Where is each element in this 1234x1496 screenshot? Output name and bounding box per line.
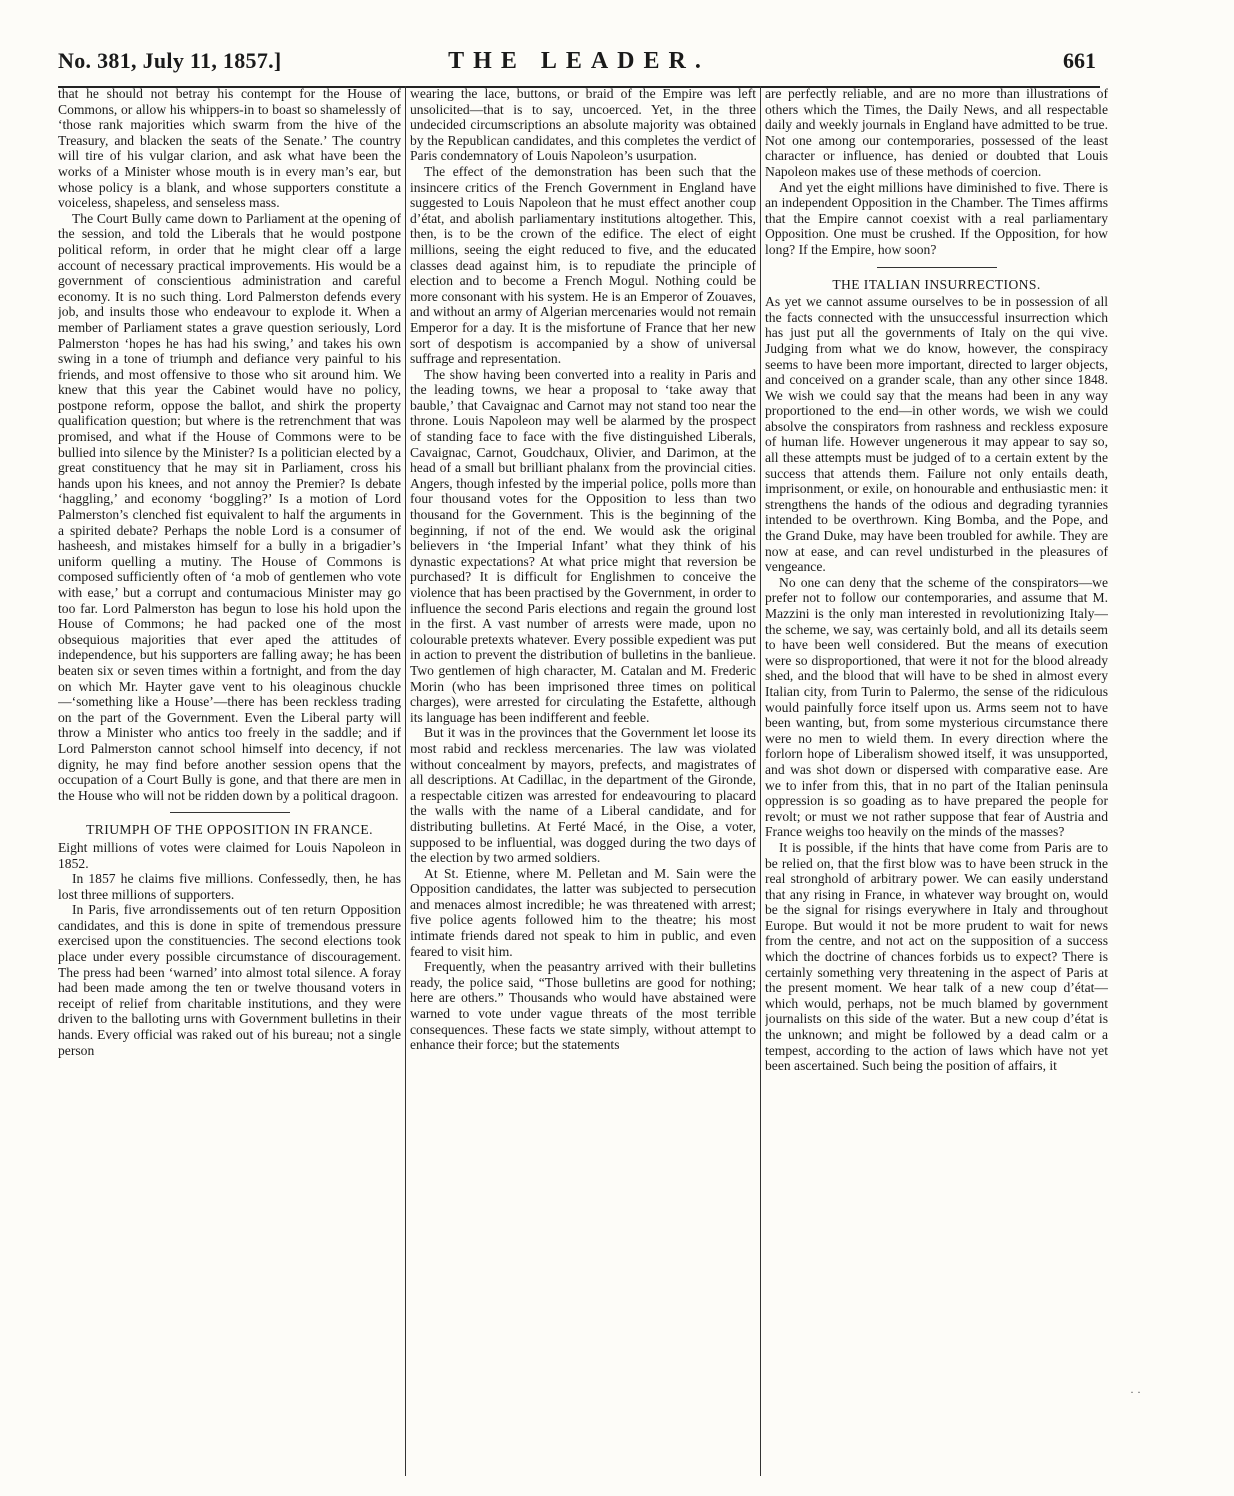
section-heading: TRIUMPH OF THE OPPOSITION IN FRANCE. (86, 822, 373, 838)
paragraph: No one can deny that the scheme of the conspirators—we prefer not to follow our contemporaries, and assume that M. Mazzini is the only man interested in revolutionizing Italy—the scheme, we say, was certainly bold, and all its details seem to have been well considered. But the means of execution were so disproportioned, that were it not for the blood already shed, and the blood that will have to be shed in almost every Italian city, from Turin to Palermo, the sense of the ridiculous would painfully force itself upon us. Arms seem not to have been wanting, but, from some mysterious circumstance there were no men to wield them. In every direction where the forlorn hope of Liberalism showed itself, it was unsupported, and was shot down or dispersed with comparative ease. Are we to infer from this, that in no part of the Italian peninsula oppression is so goading as to have prepared the people for revolt; or must we not rather suppose that fear of Austria and France weighs too heavily on the minds of the masses? (765, 574, 1108, 840)
section-heading: THE ITALIAN INSURRECTIONS. (832, 276, 1041, 292)
paragraph: In 1857 he claims five millions. Confessedly, then, he has lost three millions of supporters. (58, 871, 401, 902)
section-divider (170, 812, 290, 813)
newspaper-title: THE LEADER. (448, 48, 710, 74)
masthead (58, 46, 1100, 88)
paragraph: Eight millions of votes were claimed for Louis Napoleon in 1852. (58, 839, 401, 871)
column-rule (760, 86, 761, 1476)
paragraph: At St. Etienne, where M. Pelletan and M. Sain were the Opposition candidates, the latter was subjected to persecution and menaces almost incredible; he was threatened with arrest; five police agents followed him to the theatre; his most intimate friends dared not speak to him in public, and even feared to visit him. (410, 865, 756, 959)
paragraph: The Court Bully came down to Parliament at the opening of the session, and told the Liberals that he would postpone political reform, in order that he might clear off a large account of necessary practical improvements. His would be a government of conscientious administration and careful economy. It is no such thing. Lord Palmerston defends every job, and insults those who endeavour to explode it. When a member of Parliament states a grave question seriously, Lord Palmerston ‘hopes he has had his swing,’ and takes his own swing in a tone of triumph and defiance very painful to his friends, and most offensive to those who sit around him. We knew that this year the Cabinet would have no policy, postpone reform, oppose the ballot, and shirk the property qualification question; but where is the retrenchment that was promised, and what if the House of Commons were to be bullied into silence by the Minister? Is a politician elected by a great constituency that he may sit in Parliament, cross his hands upon his knees, and not annoy the Premier? Is debate ‘haggling,’ and economy ‘boggling?’ Is a motion of Lord Palmerston’s clenched fist equivalent to half the arguments in a spirited debate? Perhaps the noble Lord is a consumer of hasheesh, and mistakes himself for a bully in a brigadier’s uniform quelling a mutiny. The House of Commons is composed sufficiently often of ‘a mob of gentlemen who vote with ease,’ but a corrupt and contumacious Minister may go too far. Lord Palmerston has begun to lose his hold upon the House of Commons; he had packed one of the most obsequious majorities that ever aped the attitudes of independence, but his supporters are falling away; he has been beaten six or seven times within a fortnight, and from the day on which Mr. Hayter gave vent to his oleaginous chuckle—‘something like a House’—there has been reckless trading on the part of the Government. Even the Liberal party will throw a Minister who antics too freely in the saddle; and if Lord Palmerston cannot school himself into decency, if not dignity, he may find before another session opens that the occupation of a Court Bully is gone, and that there are men in the House who will not be ridden down by a political dragoon. (58, 210, 401, 803)
paragraph: In Paris, five arrondissements out of ten return Opposition candidates, and this is done in spite of tremendous pressure exercised upon the constituencies. The second elections took place under every possible circumstance of discouragement. The press had been ‘warned’ into almost total silence. A foray had been made among the ten or twelve thousand voters in receipt of relief from charitable institutions, and they were driven to the balloting urns with Government bulletins in their hands. Every official was raked out of his bureau; not a single person (58, 902, 401, 1058)
column-1 (58, 86, 401, 1476)
issue-line: No. 381, July 11, 1857.] (58, 48, 282, 73)
paragraph: But it was in the provinces that the Government let loose its most rabid and reckless mercenaries. The law was violated without concealment by mayors, prefects, and magistrates of all descriptions. At Cadillac, in the department of the Gironde, a respectable citizen was arrested for endeavouring to placard the walls with the name of a Liberal candidate, and for distributing bulletins. At Ferté Macé, in the Oise, a voter, supposed to be influential, was dogged during the two days of the election by two armed soldiers. (410, 725, 756, 866)
paragraph: As yet we cannot assume ourselves to be in possession of all the facts connected with the unsuccessful insurrection which has just put all the governments of Italy on the qui vive. Judging from what we do know, however, the conspiracy seems to have been more important, directed to larger objects, and conceived on a grander scale, than any other since 1848. We wish we could say that the means had been in any way proportioned to the end—in other words, we wish we could absolve the conspirators from rashness and reckless exposure of human life. However ungenerous it may appear to say so, all these attempts must be judged of to a certain extent by the success that attends them. Failure not only entails death, imprisonment, or exile, on honourable and enthusiastic men: it strengthens the hands of the odious and degrading tyrannies intended to be overthrown. King Bomba, and the Pope, and the Grand Duke, may have been troubled for awhile. They are now at ease, and can revel undisturbed in the pleasures of vengeance. (765, 294, 1108, 575)
paragraph: wearing the lace, buttons, or braid of the Empire was left unsolicited—that is to say, uncoerced. Yet, in the three undecided circumscriptions an absolute majority was obtained by the Republican candidates, and this completes the verdict of Paris condemnatory of Louis Napoleon’s usurpation. (410, 86, 756, 164)
paragraph: are perfectly reliable, and are no more than illustrations of others which the Times, the Daily News, and all respectable daily and weekly journals in England have admitted to be true. Not one among our contemporaries, possessed of the least character or influence, has denied or doubted that Louis Napoleon makes use of these methods of coercion. (765, 86, 1108, 179)
column-3 (765, 86, 1108, 1476)
page-number: 661 (1063, 48, 1096, 73)
section-divider (877, 267, 997, 268)
column-rule (405, 86, 406, 1476)
paragraph: And yet the eight millions have diminished to five. There is an independent Opposition in the Chamber. The Times affirms that the Empire cannot coexist with a real parliamentary Opposition. One must be crushed. If the Opposition, for how long? If the Empire, how soon? (765, 179, 1108, 257)
paragraph: The show having been converted into a reality in Paris and the leading towns, we hear a proposal to ‘take away that bauble,’ that Cavaignac and Carnot may not stand too near the throne. Louis Napoleon may well be alarmed by the prospect of standing face to face with the five distinguished Liberals, Cavaignac, Carnot, Goudchaux, Olivier, and Darimon, at the head of a small but brilliant phalanx from the provincial cities. Angers, though infested by the imperial police, polls more than four thousand votes for the Opposition to less than two thousand for the Government. This is the beginning of the beginning, if not of the end. We would ask the original believers in ‘the Imperial Infant’ what they think of his dynastic expectations? At what price might that reversion be purchased? It is difficult for Englishmen to conceive the violence that has been practised by the Government, in order to influence the second Paris elections and regain the ground lost in the first. A vast number of arrests were made, upon no colourable pretexts whatever. Every possible expedient was put in action to prevent the distribution of bulletins in the banlieue. Two gentlemen of high character, M. Catalan and M. Frederic Morin (who has been imprisoned three times on political charges), were arrested for circulating the Estafette, although its language has been indifferent and feeble. (410, 366, 756, 725)
paragraph: It is possible, if the hints that have come from Paris are to be relied on, that the first blow was to have been struck in the real stronghold of arbitrary power. We can easily understand that any rising in France, in whatever way brought on, would be the signal for risings everywhere in Italy and throughout Europe. But would it not be more prudent to wait for news from the centre, and not act on the supposition of a success which the doctrine of chances forbids us to expect? There is certainly something very threatening in the aspect of Paris at the present moment. We hear talk of a new coup d’état—which would, perhaps, not be much blamed by government journalists on this side of the water. But a new coup d’état is the unknown; and might be followed by a dead calm or a tempest, according to the action of laws which have not yet been ascertained. Such being the position of affairs, it (765, 839, 1108, 1074)
column-2 (410, 86, 756, 1476)
margin-specks: · · (1130, 1385, 1141, 1399)
paragraph: that he should not betray his contempt for the House of Commons, or allow his whippers-in to boast so shamelessly of ‘those rank majorities which swarm from the hive of the Treasury, and blacken the seats of the Senate.’ The country will tire of his vulgar clarion, and ask what have been the works of a Minister whose mouth is in every man’s ear, but whose policy is a blank, and whose supporters constitute a voiceless, shapeless, and senseless mass. (58, 86, 401, 211)
paragraph: Frequently, when the peasantry arrived with their bulletins ready, the police said, “Those bulletins are good for nothing; here are others.” Thousands who would have abstained were warned to vote under vague threats of the most terrible consequences. These facts we state simply, without attempt to enhance their force; but the statements (410, 959, 756, 1053)
paragraph: The effect of the demonstration has been such that the insincere critics of the French Government in England have suggested to Louis Napoleon that he must effect another coup d’état, and abolish parliamentary institutions altogether. This, then, is to be the crown of the edifice. The elect of eight millions, seeing the eight reduced to five, and the educated classes dead against him, is to repudiate the principle of election and to become a French Mogul. Nothing could be more consonant with his system. He is an Emperor of Zouaves, and without an army of Algerian mercenaries would not remain Emperor for a day. It is the misfortune of France that her new sort of despotism is accompanied by a show of universal suffrage and representation. (410, 163, 756, 367)
